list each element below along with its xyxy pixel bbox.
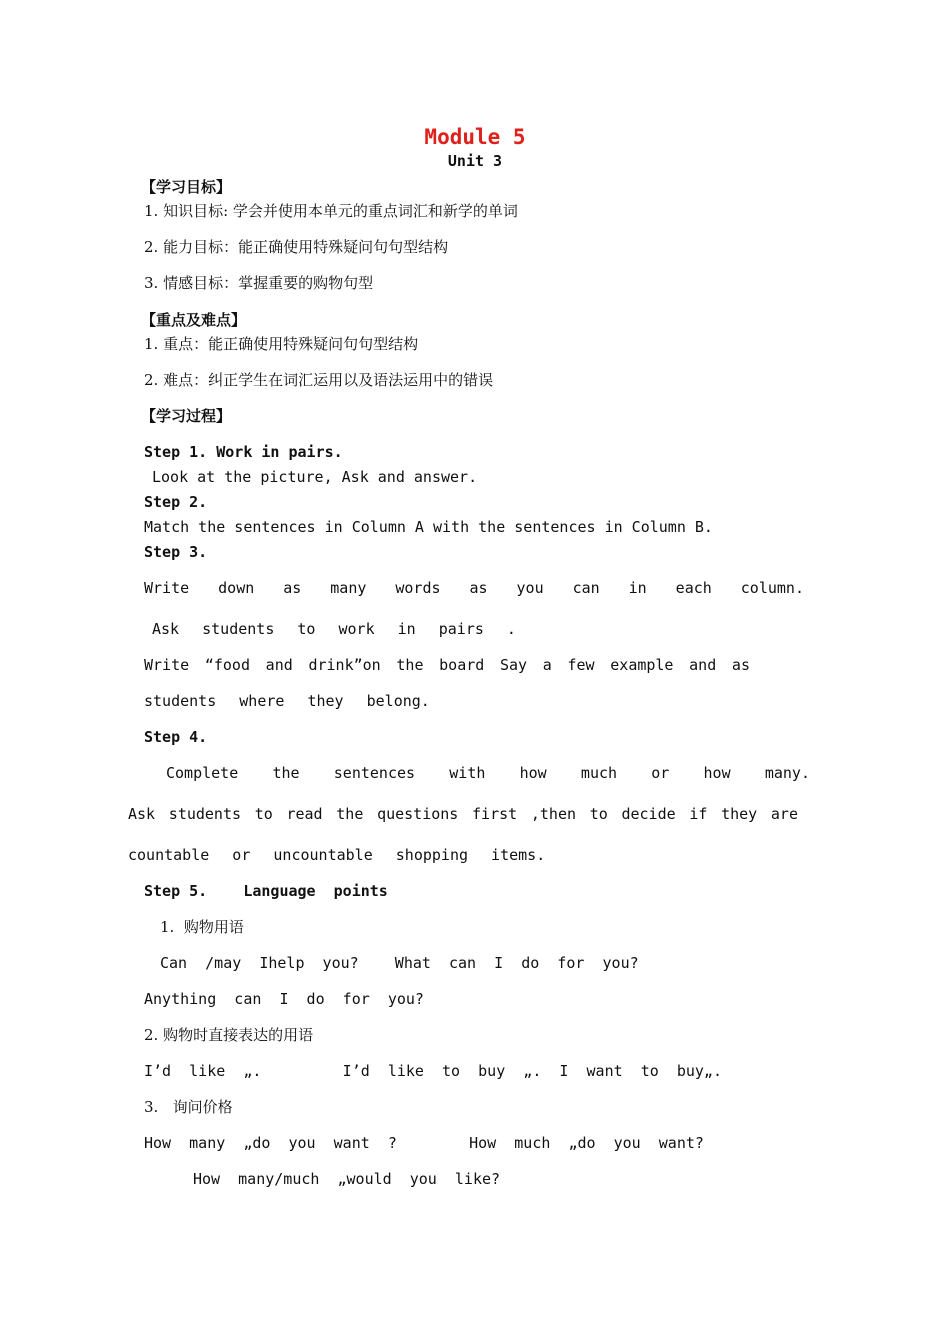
document-subtitle: Unit 3 — [447, 152, 503, 170]
objective-item: 1. 知识目标: 学会并使用本单元的重点词汇和新学的单词 — [144, 202, 518, 220]
language-point-line: How many „do you want ? How much „do you want? — [144, 1134, 704, 1152]
language-point-line: I’d like „. I’d like to buy „. I want to buy„. — [144, 1062, 722, 1080]
step2-text: Match the sentences in Column A with the sentences in Column B. — [144, 518, 713, 536]
key-point-item: 1. 重点：能正确使用特殊疑问句句型结构 — [144, 335, 419, 353]
step4-line: Complete the sentences with how much or how many. — [166, 764, 810, 782]
step4-line: Ask students to read the questions first ,then to decide if they are — [128, 805, 798, 823]
objective-item: 3. 情感目标：掌握重要的购物句型 — [144, 274, 374, 292]
language-point-line: Anything can I do for you? — [144, 990, 424, 1008]
step1-title: Step 1. Work in pairs. — [144, 443, 343, 461]
step5-title: Step 5. Language points — [144, 882, 388, 900]
document-title: Module 5 — [424, 125, 526, 149]
objectives-heading: 【学习目标】 — [141, 178, 232, 196]
language-point-title: 3. 询问价格 — [144, 1098, 233, 1116]
step3-title: Step 3. — [144, 543, 208, 561]
process-heading: 【学习过程】 — [141, 407, 232, 425]
step3-line: Ask students to work in pairs . — [152, 620, 516, 638]
key-point-item: 2. 难点：纠正学生在词汇运用以及语法运用中的错误 — [144, 371, 494, 389]
step4-title: Step 4. — [144, 728, 208, 746]
language-point-title: 2. 购物时直接表达的用语 — [144, 1026, 314, 1044]
language-point-line: How many/much „would you like? — [193, 1170, 501, 1188]
step3-line: students where they belong. — [144, 692, 430, 710]
language-point-line: Can /may Ihelp you? What can I do for you? — [160, 954, 639, 972]
step3-line: Write “food and drink”on the board Say a few example and as — [144, 656, 750, 674]
step3-line: Write down as many words as you can in each column. — [144, 579, 804, 597]
language-point-title: 1. 购物用语 — [160, 918, 244, 936]
step2-title: Step 2. — [144, 493, 208, 511]
objective-item: 2. 能力目标：能正确使用特殊疑问句句型结构 — [144, 238, 449, 256]
key-points-heading: 【重点及难点】 — [141, 311, 247, 329]
step4-line: countable or uncountable shopping items. — [128, 846, 546, 864]
step1-text: Look at the picture, Ask and answer. — [152, 468, 478, 486]
